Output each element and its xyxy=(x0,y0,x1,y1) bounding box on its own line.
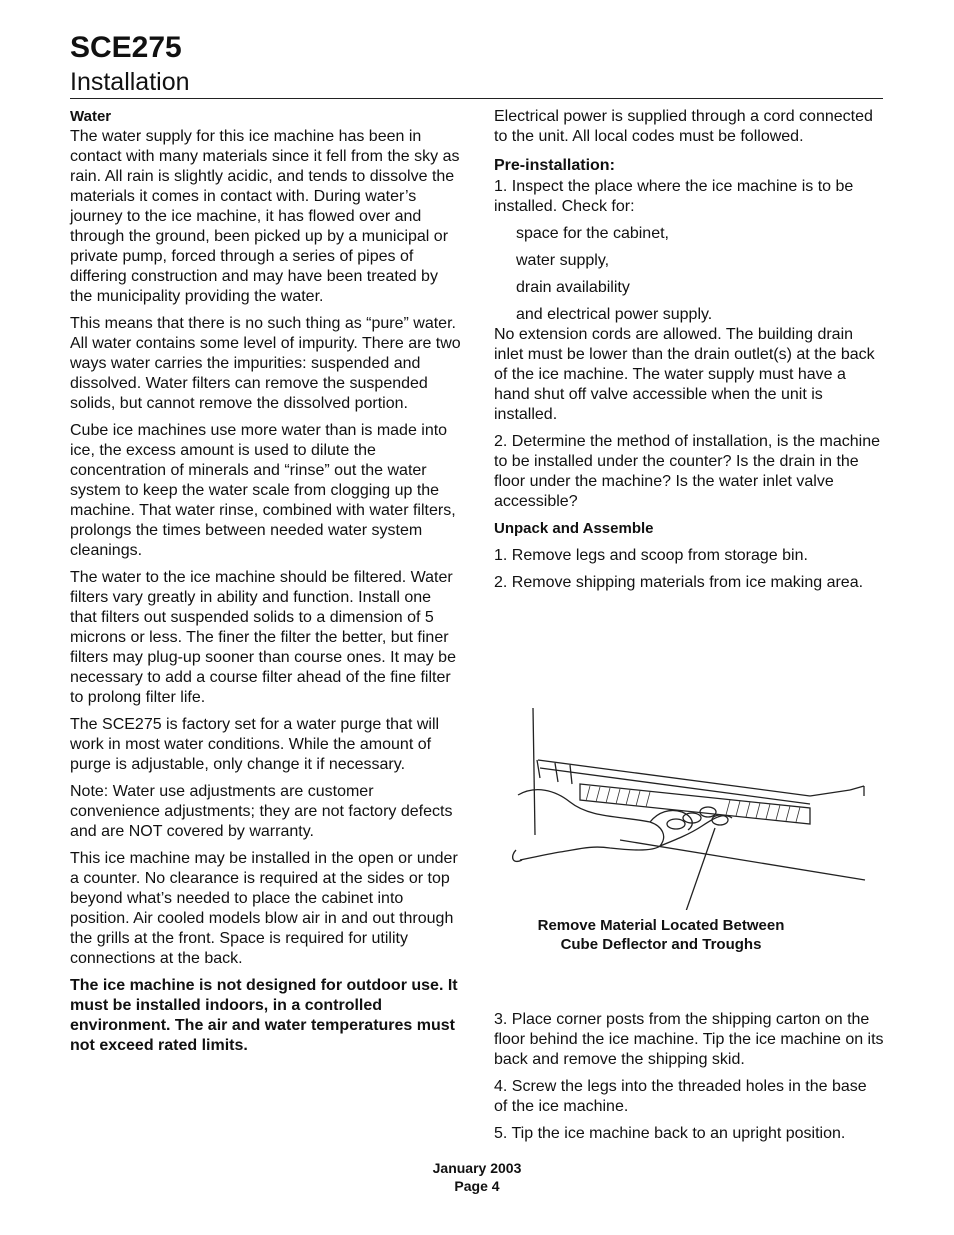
extension-cord-note: No extension cords are allowed. The building drain inlet must be lower than the drain outlet(s) at the back of the ice machine. The water supply must have a hand shut off valve accessible when the unit is installed. xyxy=(494,326,875,423)
left-column xyxy=(70,107,462,1063)
paragraph: Note: Water use adjustments are customer convenience adjustments; they are not factory defects and are NOT covered by warranty. xyxy=(70,783,453,840)
page-footer xyxy=(0,1159,954,1195)
footer-date: January 2003 xyxy=(432,1160,522,1176)
page-title: SCE275 xyxy=(70,31,182,64)
checklist-item: space for the cabinet, xyxy=(516,225,669,242)
water-heading: Water xyxy=(70,108,112,125)
unpack-step: 2. Remove shipping materials from ice making area. xyxy=(494,574,864,591)
electrical-intro: Electrical power is supplied through a cord connected to the unit. All local codes must be followed. xyxy=(494,108,873,145)
checklist-item: and electrical power supply. xyxy=(516,306,713,323)
header-divider xyxy=(70,98,883,99)
paragraph: This means that there is no such thing as “pure” water. All water contains some level of impurity. There are two ways water carries the impurities: suspended and dissolved. Water filters can remove the suspended solids, but cannot remove the dissolved portion. xyxy=(70,315,461,412)
preinstallation-heading: Pre-installation: xyxy=(494,157,615,174)
figure-caption xyxy=(510,916,812,954)
right-column xyxy=(494,107,884,600)
section-title: Installation xyxy=(70,68,190,96)
unpack-heading: Unpack and Assemble xyxy=(494,520,654,537)
paragraph: The water to the ice machine should be filtered. Water filters vary greatly in ability and function. Install one that filters out suspended solids to a dimension of 5 microns or less. The finer the filter the better, but finer filters may plug-up sooner than course ones. It may be necessary to add a course filter ahead of the fine filter to prolong filter life. xyxy=(70,569,456,706)
step-3: 3. Place corner posts from the shipping carton on the floor behind the ice machine. Tip the ice machine on its back and remove the shipping skid. xyxy=(494,1011,884,1068)
paragraph: Cube ice machines use more water than is made into ice, the excess amount is used to dilute the concentration of minerals and “rinse” out the water system to keep the water scale from clogging up the machine. That water rinse, combined with water filters, prolongs the times between needed water system cleanings. xyxy=(70,422,456,559)
outdoor-warning: The ice machine is not designed for outdoor use. It must be installed indoors, in a controlled environment. The air and water temperatures must not exceed rated limits. xyxy=(70,977,458,1054)
unpack-step: 1. Remove legs and scoop from storage bin. xyxy=(494,547,808,564)
checklist-item: water supply, xyxy=(516,252,610,269)
caption-line: Remove Material Located Between xyxy=(537,917,785,934)
deflector-illustration xyxy=(510,700,870,910)
right-column-continued xyxy=(494,1010,884,1151)
step-4: 4. Screw the legs into the threaded holes in the base of the ice machine. xyxy=(494,1078,867,1115)
step-5: 5. Tip the ice machine back to an upright position. xyxy=(494,1125,846,1142)
page-number: Page 4 xyxy=(454,1178,500,1194)
checklist-item: drain availability xyxy=(516,279,630,296)
paragraph: The SCE275 is factory set for a water purge that will work in most water conditions. While the amount of purge is adjustable, only change it if necessary. xyxy=(70,716,440,773)
paragraph: This ice machine may be installed in the open or under a counter. No clearance is required at the sides or top beyond what’s needed to place the cabinet into position. Air cooled models blow air in and out through the grills at the front. Space is required for utility connections at the back. xyxy=(70,850,458,967)
paragraph: The water supply for this ice machine has been in contact with many materials since it fell from the sky as rain. All rain is slightly acidic, and tends to dissolve the materials it comes in contact with. During water’s journey to the ice machine, it has flowed over and through the ground, been picked up by a municipal or private pump, forced through a series of pipes of differing construction and may have been treated by the municipality providing the water. xyxy=(70,128,460,305)
step-2: 2. Determine the method of installation, is the machine to be installed under the counter? Is the drain in the floor under the machine? Is the water inlet valve accessible? xyxy=(494,433,880,510)
step-1: 1. Inspect the place where the ice machine is to be installed. Check for: xyxy=(494,178,854,215)
caption-line: Cube Deflector and Troughs xyxy=(560,936,762,953)
